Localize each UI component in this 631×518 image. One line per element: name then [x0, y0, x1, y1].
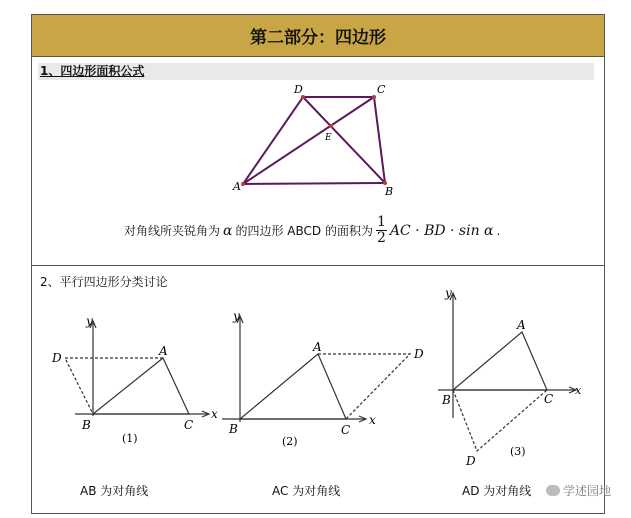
section2-title: 2、平行四边形分类讨论 [40, 275, 168, 289]
quadrilateral-figure [243, 97, 385, 184]
label-b: B [385, 185, 394, 198]
fig2-label-d: D [414, 347, 424, 361]
fig1-dashed-d [65, 358, 163, 414]
fig2-number: (2) [282, 435, 298, 448]
fig3-label-d: D [466, 454, 476, 468]
fig1-label-c: C [184, 418, 194, 432]
fig1-label-d: D [52, 351, 62, 365]
fig1-triangle-abc [93, 358, 189, 414]
point-c [372, 95, 376, 99]
figure3 [438, 286, 582, 468]
fig1-number: (1) [122, 432, 138, 445]
figure2-caption: AC 为对角线 [272, 484, 341, 498]
point-a [241, 182, 245, 186]
fraction-denominator: 2 [376, 230, 386, 246]
figure1-caption: AB 为对角线 [80, 484, 149, 498]
figure3-caption: AD 为对角线 [462, 484, 532, 498]
fig2-triangle-abc [240, 354, 346, 419]
fig1-label-a: A [159, 344, 168, 358]
label-c: C [377, 83, 386, 96]
fig3-x-label: x [575, 384, 582, 397]
fig3-label-c: C [544, 392, 554, 406]
fig3-label-b: B [442, 393, 451, 407]
fig2-x-label: x [369, 413, 376, 427]
fig3-number: (3) [510, 445, 526, 458]
diagonal-ac [243, 97, 374, 184]
fig3-label-a: A [517, 318, 526, 332]
fig2-label-a: A [313, 340, 322, 354]
formula-alpha: α [223, 222, 233, 239]
watermark [546, 482, 611, 499]
watermark-text: 学述园地 [563, 484, 612, 498]
diagonal-bd [303, 97, 385, 183]
fig2-label-b: B [229, 422, 238, 436]
label-d: D [294, 83, 303, 96]
fig3-triangle-abc [453, 332, 547, 390]
fig1-label-b: B [82, 418, 91, 432]
label-e: E [325, 133, 332, 143]
fig2-label-c: C [341, 423, 351, 437]
formula-expression: AC · BD · sin α [389, 222, 494, 239]
formula-prefix: 对角线所夹锐角为 [124, 224, 221, 238]
fig3-y-label: y [445, 286, 452, 300]
formula-middle: 的四边形 ABCD 的面积为 [235, 224, 373, 238]
fig3-dashed-d [453, 390, 547, 451]
fraction-numerator: 1 [376, 214, 386, 230]
point-e [329, 124, 333, 128]
fig1-x-label: x [211, 407, 218, 421]
figure2 [222, 309, 424, 448]
fig2-y-label: y [233, 309, 240, 323]
figure1 [51, 314, 218, 445]
label-a: A [233, 180, 241, 193]
fig1-y-label: y [86, 314, 93, 328]
header-title: 第二部分：四边形 [250, 28, 386, 48]
formula-end: . [496, 223, 501, 238]
section1-title: 1、四边形面积公式 [38, 63, 594, 80]
chat-bubble-icon [546, 485, 560, 496]
